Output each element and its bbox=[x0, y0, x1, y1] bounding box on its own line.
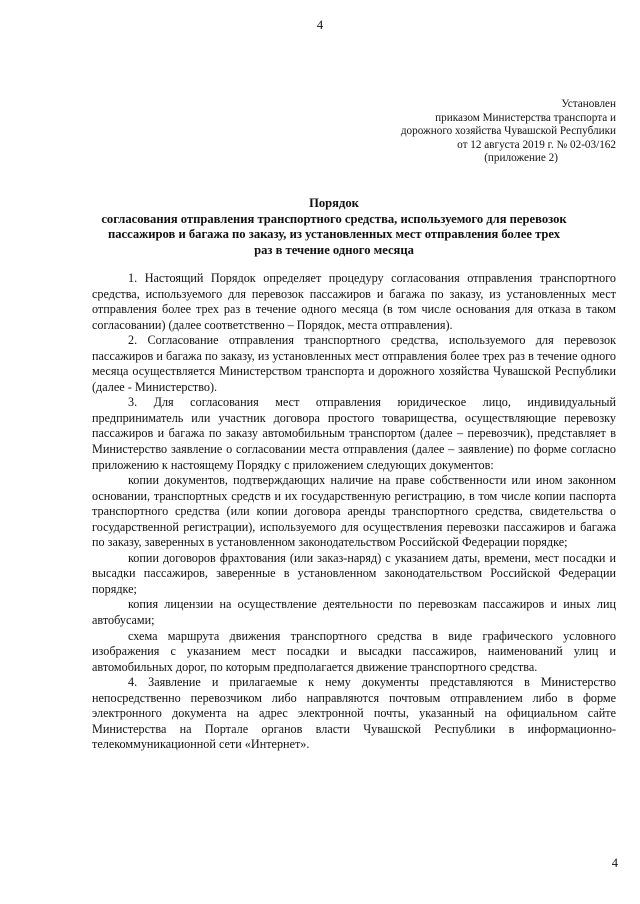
paragraph-4: 4. Заявление и прилагаемые к нему документы представляются в Министерство непосредственно перевозчиком либо направляются почтовым отправлением либо в форме электронного документа на адрес электронной почты, указанный на официальном сайте Министерства на Портале органов власти Чувашской Республики в информационно-телекоммуникационной сети «Интернет». bbox=[92, 675, 616, 752]
title-line: раз в течение одного месяца bbox=[254, 242, 414, 257]
list-item-license-copy: копия лицензии на осуществление деятельности по перевозкам пассажиров и иных лиц автобусами; bbox=[92, 597, 616, 628]
document-body bbox=[92, 271, 616, 753]
title-line: пассажиров и багажа по заказу, из установленных мест отправления более трех bbox=[107, 227, 561, 242]
document-title bbox=[84, 196, 584, 258]
approval-note bbox=[316, 98, 616, 166]
list-item-route-scheme: схема маршрута движения транспортного средства в виде графического условного изображения с указанием мест посадки и высадки пассажиров, наименований улиц и автомобильных дорог, по которым предполагается движение транспортного средства. bbox=[92, 628, 616, 674]
paragraph-3: 3. Для согласования мест отправления юридическое лицо, индивидуальный предприниматель или участник договора простого товарищества, осуществляющие перевозку пассажиров и багажа по заказу автомобильным транспортом (далее – перевозчик), представляет в Министерство заявление о согласовании места отправления (далее – заявление) по форме согласно приложению к настоящему Порядку с приложением следующих документов: bbox=[92, 395, 616, 472]
approval-line: от 12 августа 2019 г. № 02-03/162 bbox=[457, 138, 616, 151]
title-line: Порядок bbox=[309, 196, 359, 210]
paragraph-2: 2. Согласование отправления транспортного средства, используемого для перевозок пассажиров и багажа по заказу, из установленных мест отправления более трех раз в течение одного месяца осуществляется Министерством транспорта и дорожного хозяйства Чувашской Республики (далее - Министерство). bbox=[92, 333, 616, 394]
approval-line: (приложение 2) bbox=[484, 152, 558, 165]
approval-line: Установлен bbox=[561, 98, 616, 110]
page-number-bottom: 4 bbox=[611, 856, 618, 870]
list-item-documents-copies: копии документов, подтверждающих наличие на праве собственности или ином законном основании, транспортных средств и их государственную регистрацию, в том числе копии паспорта транспортного средства (или копии договора аренды транспортного средства, свидетельства о государственной регистрации), используемого для осуществления перевозки пассажиров и багажа по заказу, заверенных в установленном законодательством Российской Федерации порядке; bbox=[92, 473, 616, 550]
list-item-charter-contracts: копии договоров фрахтования (или заказ-наряд) с указанием даты, времени, мест посадки и высадки пассажиров, заверенные в установленном законодательством Российской Федерации порядке; bbox=[92, 550, 616, 596]
title-line: согласования отправления транспортного средства, используемого для перевозок bbox=[101, 211, 567, 226]
approval-line: дорожного хозяйства Чувашской Республики bbox=[400, 125, 616, 138]
page-number-top: 4 bbox=[316, 18, 324, 32]
approval-line: приказом Министерства транспорта и bbox=[435, 111, 616, 124]
paragraph-1: 1. Настоящий Порядок определяет процедуру согласования отправления транспортного средства, используемого для перевозок пассажиров и багажа по заказу, из установленных мест отправления более трех раз в течение одного месяца (в том числе основания для отказа в таком согласовании) (далее соответственно – Порядок, места отправления). bbox=[92, 271, 616, 332]
